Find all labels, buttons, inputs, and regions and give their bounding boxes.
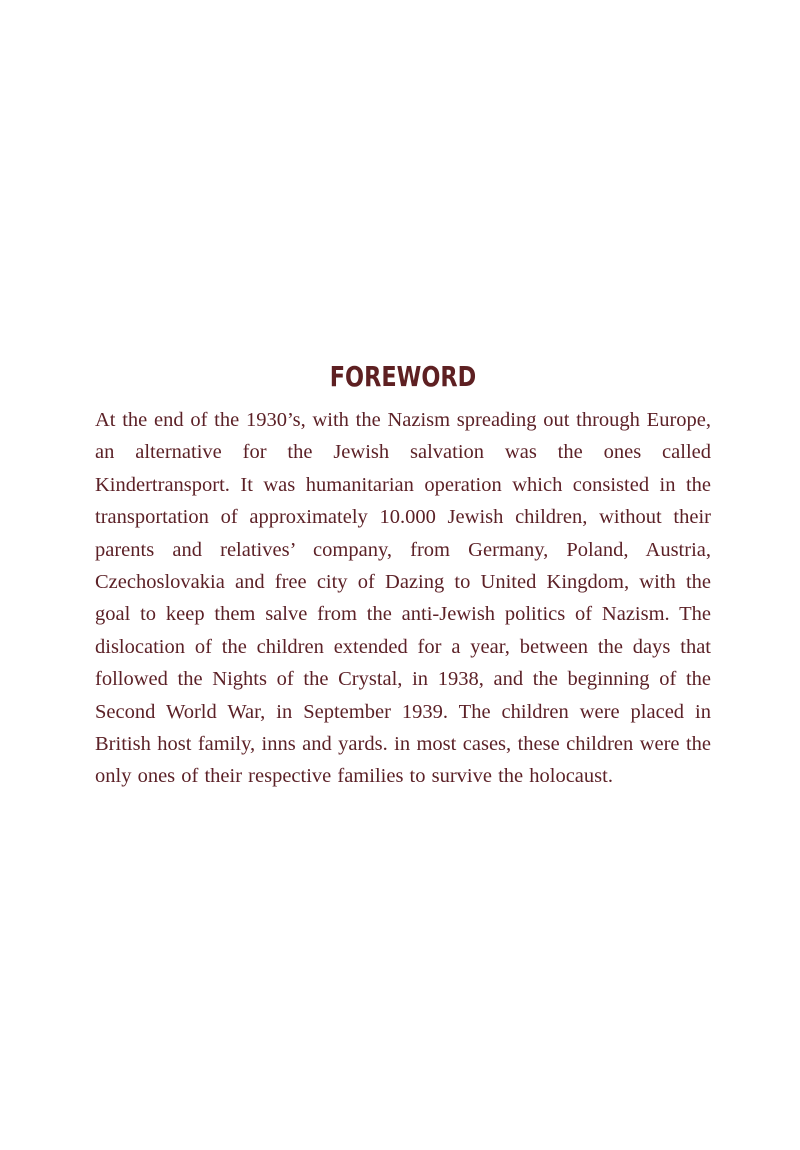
foreword-section <box>95 362 711 793</box>
foreword-paragraph: At the end of the 1930’s, with the Nazism spreading out through Europe, an alternative for the Jewish salvation was the ones called Kindertransport. It was humanitarian operation which consisted in the transportation of approximately 10.000 Jewish children, without their parents and relatives’ company, from Germany, Poland, Austria, Czechoslovakia and free city of Dazing to United Kingdom, with the goal to keep them salve from the anti-Jewish politics of Nazism. The dislocation of the children extended for a year, between the days that followed the Nights of the Crystal, in 1938, and the beginning of the Second World War, in September 1939. The children were placed in British host family, inns and yards. in most cases, these children were the only ones of their respective families to survive the holocaust. <box>95 409 711 788</box>
page-title: FOREWORD <box>329 360 477 393</box>
